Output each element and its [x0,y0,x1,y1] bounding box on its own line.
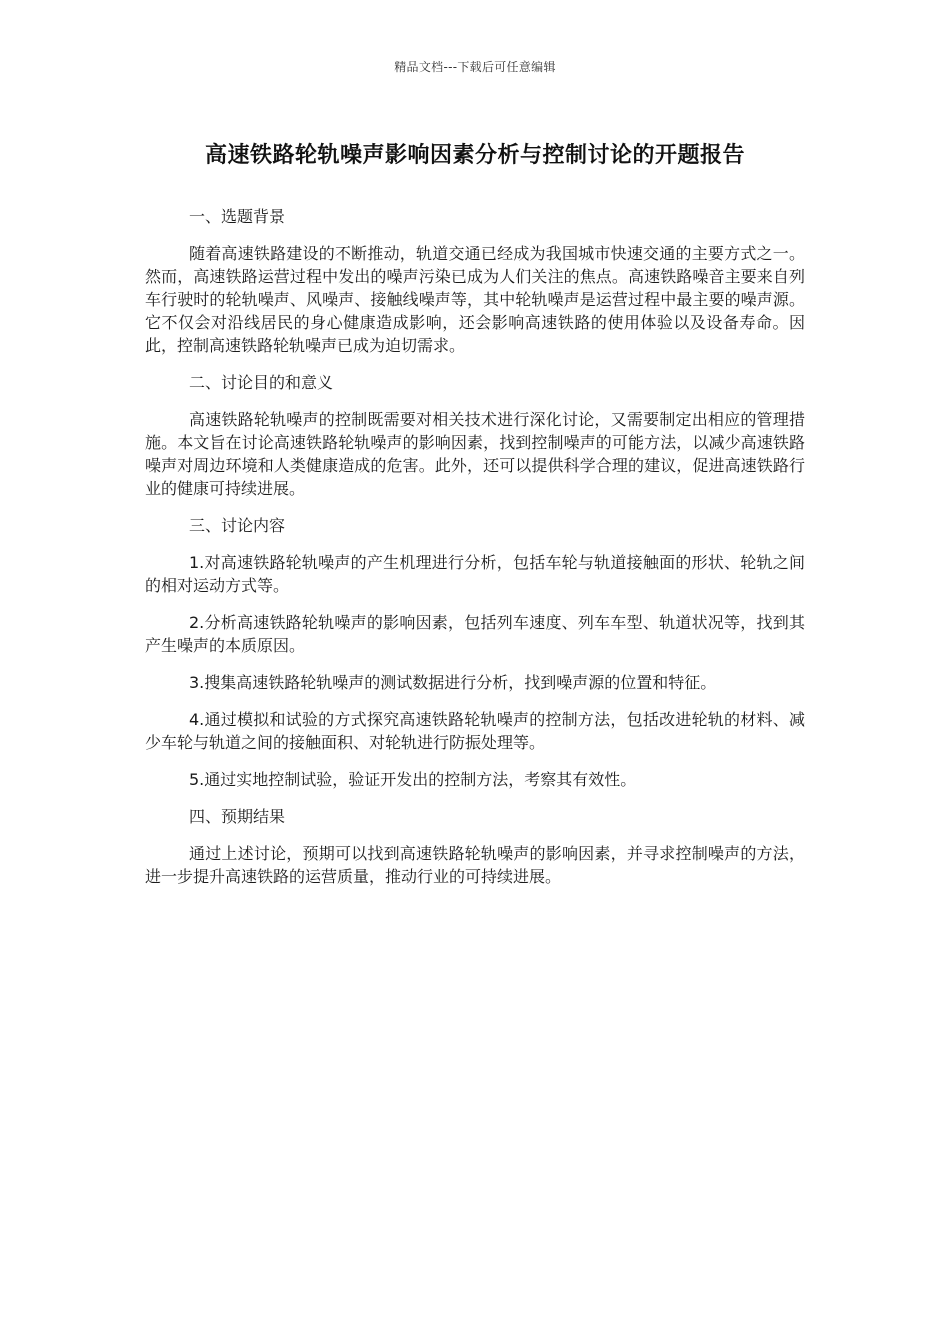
list-item-content-2: 2.分析高速铁路轮轨噪声的影响因素，包括列车速度、列车车型、轨道状况等，找到其产生噪声的本质原因。 [145,613,805,655]
section-heading-content: 三、讨论内容 [189,516,286,535]
list-item-content-4: 4.通过模拟和试验的方式探究高速铁路轮轨噪声的控制方法，包括改进轮轨的材料、减少车轮与轨道之间的接触面积、对轮轨进行防振处理等。 [145,710,805,752]
list-item-content-1: 1.对高速铁路轮轨噪声的产生机理进行分析，包括车轮与轨道接触面的形状、轮轨之间的相对运动方式等。 [145,553,805,595]
section-heading-background: 一、选题背景 [189,207,286,226]
header-note: 精品文档---下载后可任意编辑 [394,60,556,74]
paragraph-background: 随着高速铁路建设的不断推动，轨道交通已经成为我国城市快速交通的主要方式之一。然而，高速铁路运营过程中发出的噪声污染已成为人们关注的焦点。高速铁路噪音主要来自列车行驶时的轮轨噪声、风噪声、接触线噪声等，其中轮轨噪声是运营过程中最主要的噪声源。它不仅会对沿线居民的身心健康造成影响，还会影响高速铁路的使用体验以及设备寿命。因此，控制高速铁路轮轨噪声已成为迫切需求。 [145,244,805,355]
document-title: 高速铁路轮轨噪声影响因素分析与控制讨论的开题报告 [204,143,745,168]
list-item-content-3: 3.搜集高速铁路轮轨噪声的测试数据进行分析，找到噪声源的位置和特征。 [189,673,717,692]
paragraph-expected-results: 通过上述讨论，预期可以找到高速铁路轮轨噪声的影响因素，并寻求控制噪声的方法，进一步提升高速铁路的运营质量，推动行业的可持续进展。 [145,844,805,886]
section-heading-purpose: 二、讨论目的和意义 [189,373,334,392]
document-body [145,205,805,902]
paragraph-purpose: 高速铁路轮轨噪声的控制既需要对相关技术进行深化讨论，又需要制定出相应的管理措施。本文旨在讨论高速铁路轮轨噪声的影响因素，找到控制噪声的可能方法，以减少高速铁路噪声对周边环境和人类健康造成的危害。此外，还可以提供科学合理的建议，促进高速铁路行业的健康可持续进展。 [145,410,805,498]
section-heading-expected-results: 四、预期结果 [189,807,286,826]
list-item-content-5: 5.通过实地控制试验，验证开发出的控制方法，考察其有效性。 [189,770,637,789]
